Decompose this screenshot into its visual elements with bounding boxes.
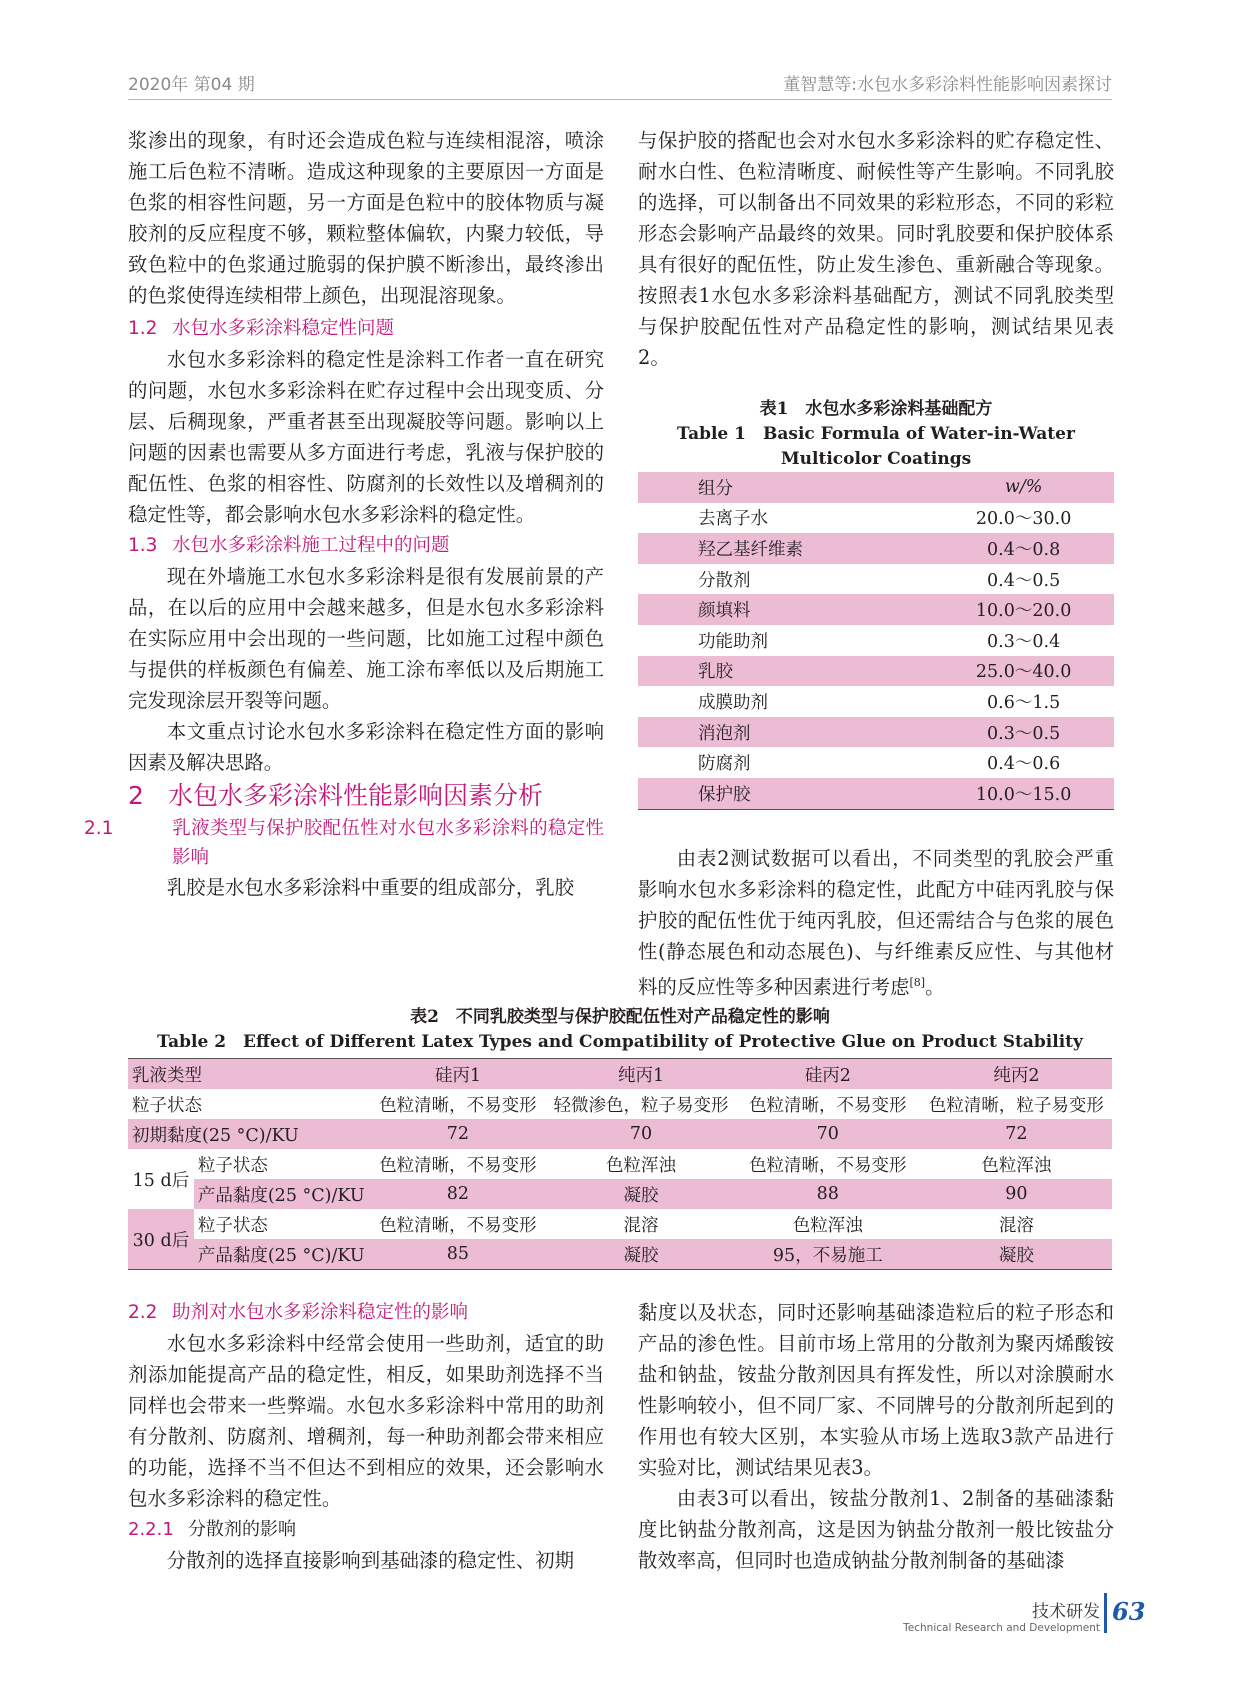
table-cell: 0.3～0.4 [987, 631, 1061, 652]
heading-text: 水包水多彩涂料稳定性问题 [172, 318, 395, 339]
table-row [128, 1119, 1112, 1149]
header-cell: 纯丙1 [617, 1065, 665, 1086]
table-cell: 保护胶 [698, 784, 751, 805]
heading-number: 1.2 [128, 318, 158, 339]
table-row [128, 1179, 1112, 1209]
heading-1-3 [128, 530, 604, 561]
right-column-middle [638, 843, 1114, 1002]
paragraph: 乳胶是水包水多彩涂料中重要的组成部分，乳胶 [166, 876, 574, 899]
table-cell: 乳胶 [698, 662, 733, 683]
table-cell: 88 [816, 1184, 839, 1204]
table-cell: 72 [446, 1124, 470, 1144]
heading-2-2-1 [128, 1514, 604, 1545]
heading-text: 分散剂的影响 [188, 1519, 296, 1540]
table-cell: 25.0～40.0 [975, 662, 1072, 683]
paragraph-end: 。 [925, 975, 945, 999]
table-row [638, 594, 1114, 625]
paragraph: 水包水多彩涂料中经常会使用一些助剂，适宜的助剂添加能提高产品的稳定性，相反，如果助剂选择不当同样也会带来一些弊端。水包水多彩涂料中常用的助剂有分散剂、防腐剂、增稠剂，每一种助剂都会带来相应的功能，选择不当不但达不到相应的效果，还会影响水包水多彩涂料的稳定性。 [128, 1332, 604, 1510]
table-row [638, 625, 1114, 656]
heading-text: 水包水多彩涂料性能影响因素分析 [168, 781, 544, 810]
table-cell: 0.3～0.5 [987, 723, 1061, 744]
table-row [128, 1149, 1112, 1179]
table-cell: 防腐剂 [698, 754, 751, 775]
header-cell: 硅丙2 [804, 1065, 851, 1086]
right-column-bottom [638, 1297, 1114, 1576]
table-cell: 成膜助剂 [698, 692, 768, 713]
table-row [128, 1209, 1112, 1239]
table-cell: 70 [629, 1124, 653, 1144]
table-cell: 10.0～15.0 [975, 784, 1072, 805]
table-cell: 粒子状态 [197, 1155, 268, 1176]
table-cell: 色粒浑浊 [606, 1155, 677, 1176]
table-cell: 10.0～20.0 [975, 601, 1072, 622]
table-cell: 初期黏度(25 °C)/KU [132, 1125, 299, 1146]
table-cell: 轻微渗色，粒子易变形 [553, 1095, 729, 1116]
table-cell: 82 [446, 1184, 470, 1204]
page-number: 63 [1112, 1597, 1146, 1626]
table-row [638, 747, 1114, 778]
table-cell: 粒子状态 [132, 1095, 202, 1116]
footer-page-bar [1104, 1593, 1107, 1633]
citation: [8] [909, 976, 926, 989]
table-cell: 70 [816, 1124, 839, 1144]
table-row [638, 686, 1114, 717]
table-row [638, 564, 1114, 595]
table-cell: 混溶 [998, 1215, 1034, 1236]
table-cell: 色粒清晰，不易变形 [379, 1215, 537, 1236]
right-column-top [638, 125, 1114, 373]
table-cell: 85 [446, 1244, 470, 1264]
table1-caption-cn: 表1 水包水多彩涂料基础配方 [759, 399, 993, 419]
table2-caption [128, 1005, 1112, 1055]
heading-text: 乳液类型与保护胶配伍性对水包水多彩涂料的稳定性影响 [172, 818, 604, 868]
table1 [638, 472, 1114, 810]
table-cell: 色粒清晰，不易变形 [749, 1155, 907, 1176]
table-cell: 0.4～0.5 [987, 570, 1061, 591]
header-cell: 硅丙1 [434, 1065, 481, 1086]
table-row [638, 656, 1114, 687]
table-row [638, 717, 1114, 748]
paragraph: 由表3可以看出，铵盐分散剂1、2制备的基础漆黏度比钠盐分散剂高，这是因为钠盐分散剂一般比铵盐分散效率高，但同时也造成钠盐分散剂制备的基础漆 [638, 1487, 1114, 1572]
table-cell: 72 [1005, 1124, 1028, 1144]
running-header-title: 董智慧等:水包水多彩涂料性能影响因素探讨 [783, 75, 1112, 95]
table-cell: 羟乙基纤维素 [698, 539, 803, 560]
table-cell: 20.0～30.0 [975, 509, 1072, 530]
table-cell: 0.6～1.5 [987, 692, 1061, 713]
paragraph: 水包水多彩涂料的稳定性是涂料工作者一直在研究的问题，水包水多彩涂料在贮存过程中会出现变质、分层、后稠现象，严重者甚至出现凝胶等问题。影响以上问题的因素也需要从多方面进行考虑，乳液与保护胶的配伍性、色浆的相容性、防腐剂的长效性以及增稠剂的稳定性等，都会影响水包水多彩涂料的稳定性。 [128, 348, 604, 526]
paragraph: 本文重点讨论水包水多彩涂料在稳定性方面的影响因素及解决思路。 [128, 720, 604, 774]
paragraph: 浆渗出的现象，有时还会造成色粒与连续相混溶，喷涂施工后色粒不清晰。造成这种现象的主要原因一方面是色浆的相容性问题，另一方面是色粒中的胶体物质与凝胶剂的反应程度不够，颗粒整体偏软，内聚力较低，导致色粒中的色浆通过脆弱的保护膜不断渗出，最终渗出的色浆使得连续相带上颜色，出现混溶现象。 [128, 129, 604, 307]
header-cell: 乳液类型 [132, 1065, 202, 1086]
left-column-top [84, 125, 604, 903]
table-cell: 凝胶 [998, 1245, 1034, 1266]
heading-number: 2.2.1 [128, 1519, 174, 1540]
table-cell: 色粒浑浊 [792, 1215, 863, 1236]
table-row [128, 1239, 1112, 1270]
table-row [638, 778, 1114, 809]
table-cell: 色粒清晰，不易变形 [749, 1095, 907, 1116]
group-label: 30 d后 [128, 1209, 194, 1270]
table-row [638, 503, 1114, 534]
table-cell: 颜填料 [698, 601, 751, 622]
table2 [128, 1058, 1112, 1270]
table-cell: 色粒清晰，粒子易变形 [928, 1095, 1104, 1116]
table-cell: 凝胶 [623, 1185, 659, 1206]
table-cell: 混溶 [623, 1215, 659, 1236]
table1-caption [638, 397, 1114, 472]
table-cell: 色粒清晰，不易变形 [379, 1155, 537, 1176]
footer-section-cn: 技术研发 [1032, 1602, 1100, 1622]
table-cell: 产品黏度(25 °C)/KU [197, 1185, 365, 1206]
heading-text: 水包水多彩涂料施工过程中的问题 [172, 535, 450, 556]
table-cell: 消泡剂 [698, 723, 751, 744]
paragraph: 分散剂的选择直接影响到基础漆的稳定性、初期 [166, 1549, 574, 1572]
table-row [128, 1089, 1112, 1119]
table-cell: 产品黏度(25 °C)/KU [197, 1245, 365, 1266]
paragraph [638, 843, 1114, 1002]
heading-2-1 [84, 814, 604, 872]
table-header-row [638, 472, 1114, 503]
table-cell: 凝胶 [623, 1245, 659, 1266]
table-cell: 粒子状态 [197, 1215, 268, 1236]
table-cell: 功能助剂 [698, 631, 768, 652]
header-cell: 组分 [698, 478, 733, 499]
table-cell: 色粒清晰，不易变形 [379, 1095, 537, 1116]
table1-caption-en: Table 1 Basic Formula of Water-in-Water Multicolor Coatings [677, 424, 1075, 469]
header-rule [128, 99, 1112, 100]
paragraph: 现在外墙施工水包水多彩涂料是很有发展前景的产品，在以后的应用中会越来越多，但是水包水多彩涂料在实际应用中会出现的一些问题，比如施工过程中颜色与提供的样板颜色有偏差、施工涂布率低以及后期施工完发现涂层开裂等问题。 [128, 565, 604, 712]
header-cell: w/% [1004, 477, 1043, 498]
table-cell: 去离子水 [698, 509, 768, 530]
table2-caption-en: Table 2 Effect of Different Latex Types and Compatibility of Protective Glue on Product Stability [157, 1032, 1083, 1052]
paragraph: 与保护胶的搭配也会对水包水多彩涂料的贮存稳定性、耐水白性、色粒清晰度、耐候性等产生影响。不同乳胶的选择，可以制备出不同效果的彩粒形态，不同的彩粒形态会影响产品最终的效果。同时乳胶要和保护胶体系具有很好的配伍性，防止发生渗色、重新融合等现象。按照表1水包水多彩涂料基础配方，测试不同乳胶类型与保护胶配伍性对产品稳定性的影响，测试结果见表2。 [638, 129, 1114, 369]
paragraph: 黏度以及状态，同时还影响基础漆造粒后的粒子形态和产品的渗色性。目前市场上常用的分散剂为聚丙烯酸铵盐和钠盐，铵盐分散剂因具有挥发性，所以对涂膜耐水性影响较小，但不同厂家、不同牌号的分散剂所起到的作用也有较大区别，本实验从市场上选取3款产品进行实验对比，测试结果见表3。 [638, 1301, 1114, 1479]
group-label: 15 d后 [132, 1170, 190, 1191]
heading-number: 2 [128, 781, 144, 810]
table-cell: 90 [1005, 1184, 1028, 1204]
table-header-row [128, 1059, 1112, 1090]
heading-number: 1.3 [128, 535, 158, 556]
running-header-issue: 2020年 第04 期 [128, 75, 255, 95]
table-row [638, 533, 1114, 564]
table2-caption-cn: 表2 不同乳胶类型与保护胶配伍性对产品稳定性的影响 [410, 1007, 830, 1027]
table-cell: 分散剂 [698, 570, 751, 591]
paragraph-text: 由表2测试数据可以看出，不同类型的乳胶会严重影响水包水多彩涂料的稳定性，此配方中硅丙乳胶与保护胶的配伍性优于纯丙乳胶，但还需结合与色浆的展色性(静态展色和动态展色)、与纤维素反应性、与其他材料的反应性等多种因素进行考虑 [638, 847, 1114, 999]
footer-section-en: Technical Research and Development [903, 1622, 1100, 1634]
heading-2-2 [128, 1297, 604, 1328]
heading-2 [128, 778, 604, 814]
table-cell: 色粒浑浊 [981, 1155, 1052, 1176]
left-column-bottom [128, 1297, 604, 1576]
table-cell: 95，不易施工 [772, 1245, 883, 1266]
header-cell: 纯丙2 [993, 1065, 1040, 1086]
table-cell: 0.4～0.8 [987, 539, 1061, 560]
heading-1-2 [128, 313, 604, 344]
heading-text: 助剂对水包水多彩涂料稳定性的影响 [172, 1302, 469, 1323]
table-cell: 0.4～0.6 [987, 754, 1061, 775]
heading-number: 2.2 [128, 1302, 158, 1323]
heading-number: 2.1 [84, 818, 114, 839]
